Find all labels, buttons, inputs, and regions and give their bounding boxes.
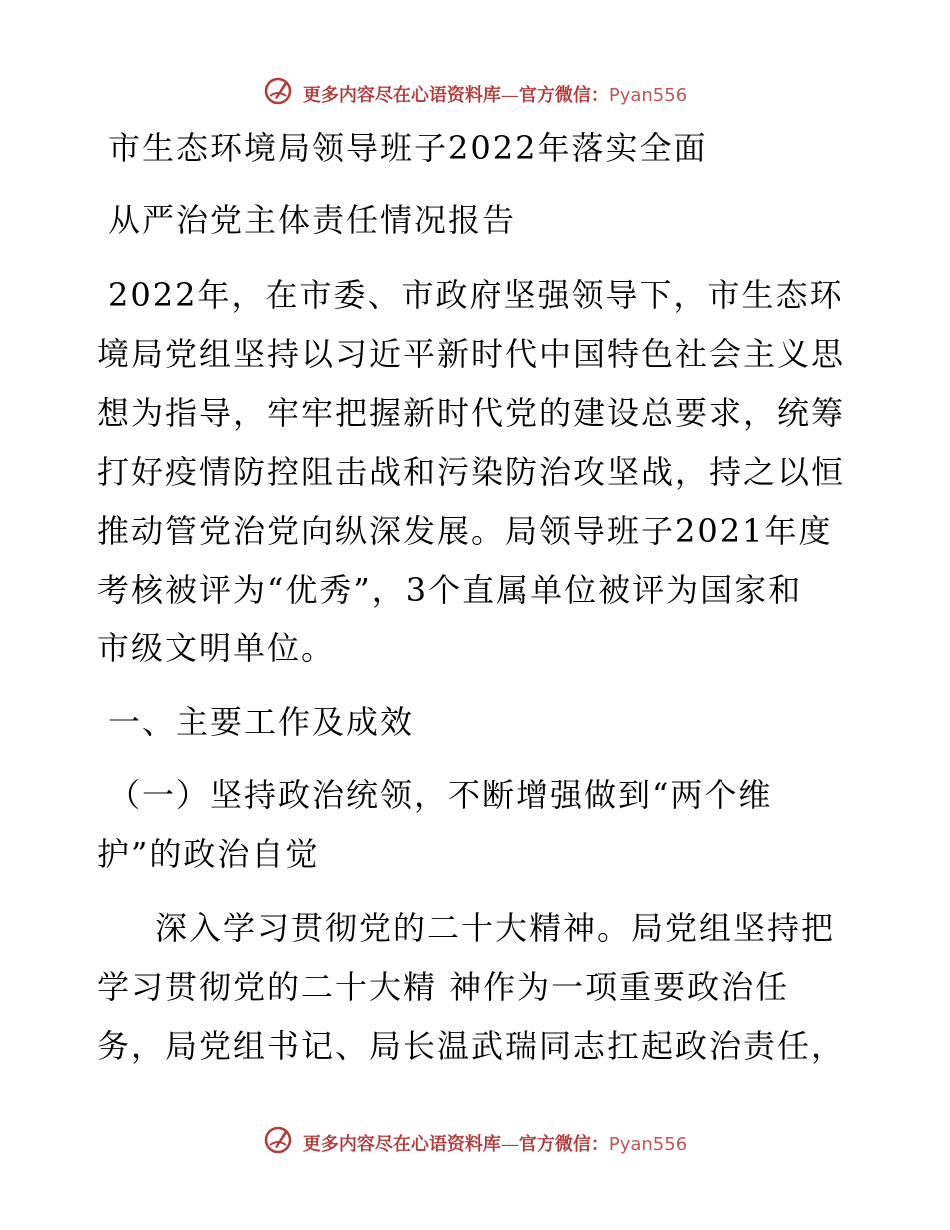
footer-watermark bbox=[0, 1125, 950, 1160]
intro-line-5: 推动管党治党向纵深发展。局领导班子2021年度 bbox=[97, 512, 833, 550]
title-line-2: 从严治党主体责任情况报告 bbox=[108, 201, 517, 239]
watermark-text: 更多内容尽在心语资料库—官方微信：Pyan556 bbox=[302, 84, 688, 106]
body-line-1: 深入学习贯彻党的二十大精神。局党组坚持把 bbox=[155, 909, 836, 947]
intro-line-6: 考核被评为“优秀”，3个直属单位被评为国家和 bbox=[97, 571, 803, 609]
subheading-line-2: 护”的政治自觉 bbox=[97, 835, 320, 873]
intro-line-2: 境局党组坚持以习近平新时代中国特色社会主义思 bbox=[97, 335, 846, 373]
intro-line-4: 打好疫情防控阻击战和污染防治攻坚战，持之以恒 bbox=[97, 453, 846, 491]
subheading-line-1: （一）坚持政治统领，不断增强做到“两个维 bbox=[108, 776, 773, 814]
header-watermark bbox=[0, 76, 950, 111]
intro-line-7: 市级文明单位。 bbox=[97, 629, 336, 667]
body-line-3: 务，局党组书记、局长温武瑞同志扛起政治责任， bbox=[97, 1027, 846, 1065]
book-pen-logo-icon bbox=[263, 1125, 293, 1160]
book-pen-logo-icon bbox=[263, 76, 293, 111]
watermark-text: 更多内容尽在心语资料库—官方微信：Pyan556 bbox=[302, 1133, 688, 1155]
title-line-1: 市生态环境局领导班子2022年落实全面 bbox=[108, 129, 708, 167]
section-heading: 一、主要工作及成效 bbox=[108, 703, 415, 741]
intro-line-1: 2022年，在市委、市政府坚强领导下，市生态环 bbox=[108, 276, 844, 314]
intro-line-3: 想为指导，牢牢把握新时代党的建设总要求，统筹 bbox=[97, 394, 846, 432]
body-line-2: 学习贯彻党的二十大精 神作为一项重要政治任 bbox=[97, 968, 790, 1006]
